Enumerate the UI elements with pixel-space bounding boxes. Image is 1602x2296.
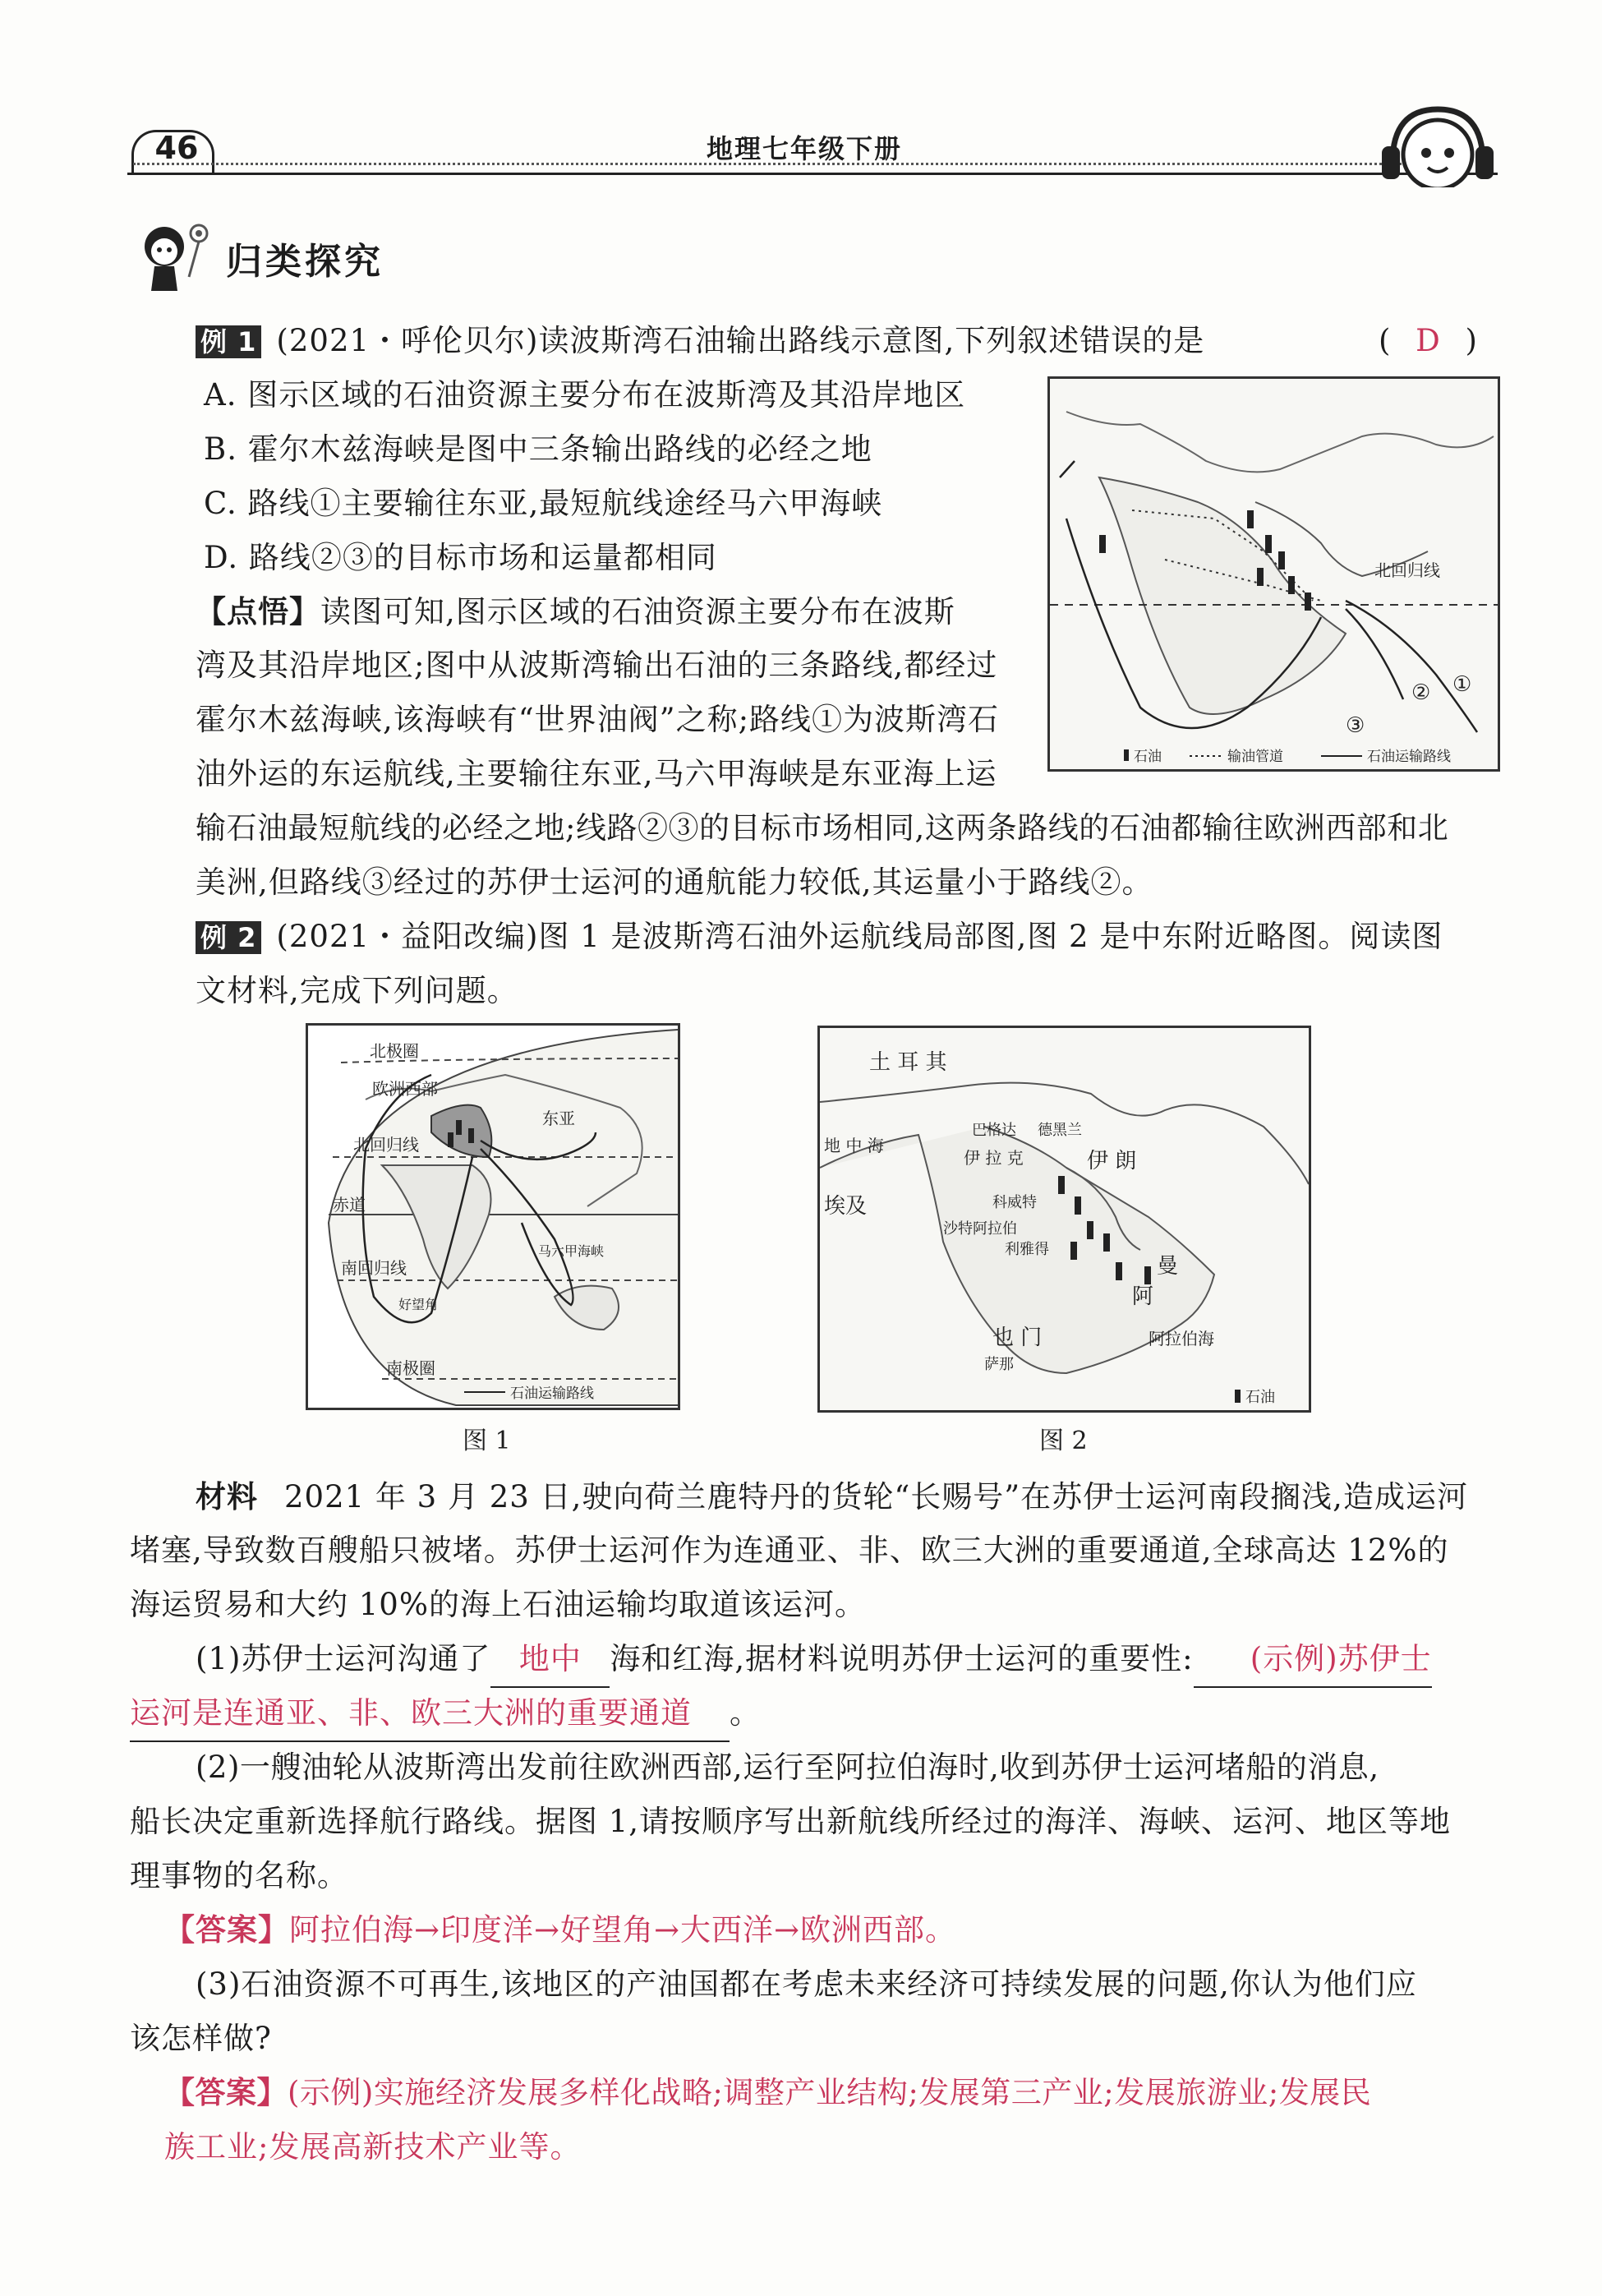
- turkey-label: 土 耳 其: [869, 1050, 947, 1075]
- example1-answer-bracket: ( D ): [1379, 314, 1478, 368]
- example1-source: (2021・呼伦贝尔)读波斯湾石油输出路线示意图,下列叙述错误的是: [276, 323, 1205, 358]
- analysis-line-4: 油外运的东运航线,主要输往东亚,马六甲海峡是东亚海上运: [196, 756, 997, 791]
- header-rule: [127, 173, 1498, 175]
- book-title: 地理七年级下册: [707, 133, 903, 164]
- oman-label-2: 阿: [1132, 1284, 1154, 1309]
- q1-answer-part1: (示例)苏伊士: [1194, 1632, 1432, 1688]
- figure2-caption: 图 2: [1039, 1427, 1088, 1455]
- material-line-3: 海运贸易和大约 10%的海上石油运输均取道该运河。: [130, 1587, 866, 1622]
- question-2-line-3: 理事物的名称。: [130, 1858, 348, 1893]
- figure2-middle-east-map: [817, 1026, 1311, 1413]
- riyadh-label: 利雅得: [1005, 1241, 1049, 1258]
- option-c: C. 路线①主要输往东亚,最短航线途经马六甲海峡: [204, 486, 883, 521]
- question-3-line-2: 该怎样做?: [130, 2021, 272, 2056]
- material-paragraph: 材料 2021 年 3 月 23 日,驶向荷兰鹿特丹的货轮“长赐号”在苏伊士运河南段搁浅,造成运河: [196, 1478, 1468, 1515]
- option-a: A. 图示区域的石油资源主要分布在波斯湾及其沿岸地区: [204, 377, 966, 413]
- example2-intro-line-2: 文材料,完成下列问题。: [196, 973, 518, 1008]
- sanaa-label: 萨那: [984, 1356, 1014, 1373]
- q1-blank-answer: 地中: [490, 1632, 610, 1688]
- question-3-answer: 【答案】(示例)实施经济发展多样化战略;调整产业结构;发展第三产业;发展旅游业;发展民: [164, 2075, 1372, 2110]
- analysis-label: 【点悟】: [196, 593, 320, 629]
- figure1-caption: 图 1: [463, 1427, 511, 1455]
- route-2-label: ②: [1411, 680, 1431, 705]
- analysis-line-6: 美洲,但路线③经过的苏伊士运河的通航能力较低,其运量小于路线②。: [196, 864, 1153, 900]
- saudi-label: 沙特阿拉伯: [943, 1220, 1017, 1238]
- question-1-cont: 运河是连通亚、非、欧三大洲的重要通道 。: [130, 1686, 1518, 1742]
- legend-oil: 石油: [1134, 749, 1162, 765]
- europe-west-label: 欧洲西部: [372, 1079, 438, 1099]
- arctic-circle-label: 北极圈: [370, 1041, 419, 1061]
- legend-pipeline: 输油管道: [1227, 749, 1283, 765]
- baghdad-label: 巴格达: [972, 1122, 1016, 1139]
- example2-intro: 例 2 (2021・益阳改编)图 1 是波斯湾石油外运航线局部图,图 2 是中东附近略图。阅读图: [196, 910, 1518, 964]
- material-line-2: 堵塞,导致数百艘船只被堵。苏伊士运河作为连通亚、非、欧三大洲的重要通道,全球高达 12%的: [130, 1533, 1449, 1568]
- question-3-answer-line-2: 族工业;发展高新技术产业等。: [164, 2129, 582, 2165]
- example1-stem: [196, 314, 1510, 368]
- cape-good-hope-label: 好望角: [398, 1297, 439, 1312]
- iran-label: 伊 朗: [1087, 1149, 1137, 1173]
- question-2-answer: 【答案】阿拉伯海→印度洋→好望角→大西洋→欧洲西部。: [164, 1912, 957, 1948]
- analysis-line-2: 湾及其沿岸地区;图中从波斯湾输出石油的三条路线,都经过: [196, 648, 998, 683]
- girl-flower-icon: [131, 215, 222, 297]
- persian-gulf-oil-routes-map: [1047, 376, 1500, 772]
- tropic-capricorn-label: 南回归线: [341, 1258, 407, 1278]
- example1-answer: D: [1416, 323, 1441, 358]
- arabian-sea-label: 阿拉伯海: [1149, 1329, 1214, 1349]
- kuwait-label: 科威特: [992, 1194, 1037, 1211]
- yemen-label: 也 门: [992, 1326, 1043, 1350]
- legend-route: 石油运输路线: [1367, 749, 1451, 765]
- analysis-line-5: 输石油最短航线的必经之地;线路②③的目标市场相同,这两条路线的石油都输往欧洲西部和北: [196, 810, 1449, 846]
- example1-analysis: 【点悟】读图可知,图示区域的石油资源主要分布在波斯: [196, 593, 955, 629]
- malacca-label: 马六甲海峡: [538, 1243, 605, 1259]
- section-title: 归类探究: [226, 241, 384, 283]
- example2-tag: 例 2: [196, 921, 261, 954]
- tropic-cancer-label: 北回归线: [353, 1135, 419, 1155]
- equator-label: 赤道: [333, 1195, 366, 1215]
- q1-answer-part2: 运河是连通亚、非、欧三大洲的重要通道: [130, 1686, 730, 1742]
- option-b: B. 霍尔木兹海峡是图中三条输出路线的必经之地: [204, 431, 872, 467]
- tehran-label: 德黑兰: [1038, 1122, 1082, 1139]
- option-d: D. 路线②③的目标市场和运量都相同: [204, 540, 717, 575]
- question-1: (1)苏伊士运河沟通了 地中 海和红海,据材料说明苏伊士运河的重要性: (示例)苏伊士: [196, 1632, 1535, 1688]
- iraq-label: 伊 拉 克: [964, 1148, 1024, 1168]
- material-label: 材料: [196, 1478, 258, 1515]
- egypt-label: 埃及: [824, 1194, 868, 1219]
- question-2-line-2: 船长决定重新选择航行路线。据图 1,请按顺序写出新航线所经过的海洋、海峡、运河、地区等地: [130, 1804, 1452, 1839]
- headphones-mascot-icon: [1372, 97, 1503, 187]
- question-3-line-1: (3)石油资源不可再生,该地区的产油国都在考虑未来经济可持续发展的问题,你认为他们应: [196, 1966, 1417, 2002]
- fig2-legend: 石油: [1245, 1389, 1275, 1406]
- figure1-oil-route-map: [306, 1023, 680, 1410]
- question-2-line-1: (2)一艘油轮从波斯湾出发前往欧洲西部,运行至阿拉伯海时,收到苏伊士运河堵船的消息,: [196, 1750, 1379, 1785]
- analysis-line-3: 霍尔木兹海峡,该海峡有“世界油阀”之称;路线①为波斯湾石: [196, 702, 1000, 737]
- tropic-label: 北回归线: [1374, 560, 1440, 580]
- example1-tag: 例 1: [196, 325, 261, 358]
- mediterranean-label: 地 中 海: [824, 1136, 884, 1155]
- oman-label-1: 曼: [1157, 1254, 1179, 1279]
- route-1-label: ①: [1452, 672, 1472, 697]
- route-3-label: ③: [1346, 713, 1365, 738]
- page-number: 46: [131, 123, 222, 173]
- fig1-legend: 石油运输路线: [510, 1385, 594, 1402]
- antarctic-circle-label: 南极圈: [386, 1358, 435, 1378]
- example1-options: [204, 368, 1025, 585]
- east-asia-label: 东亚: [542, 1109, 575, 1128]
